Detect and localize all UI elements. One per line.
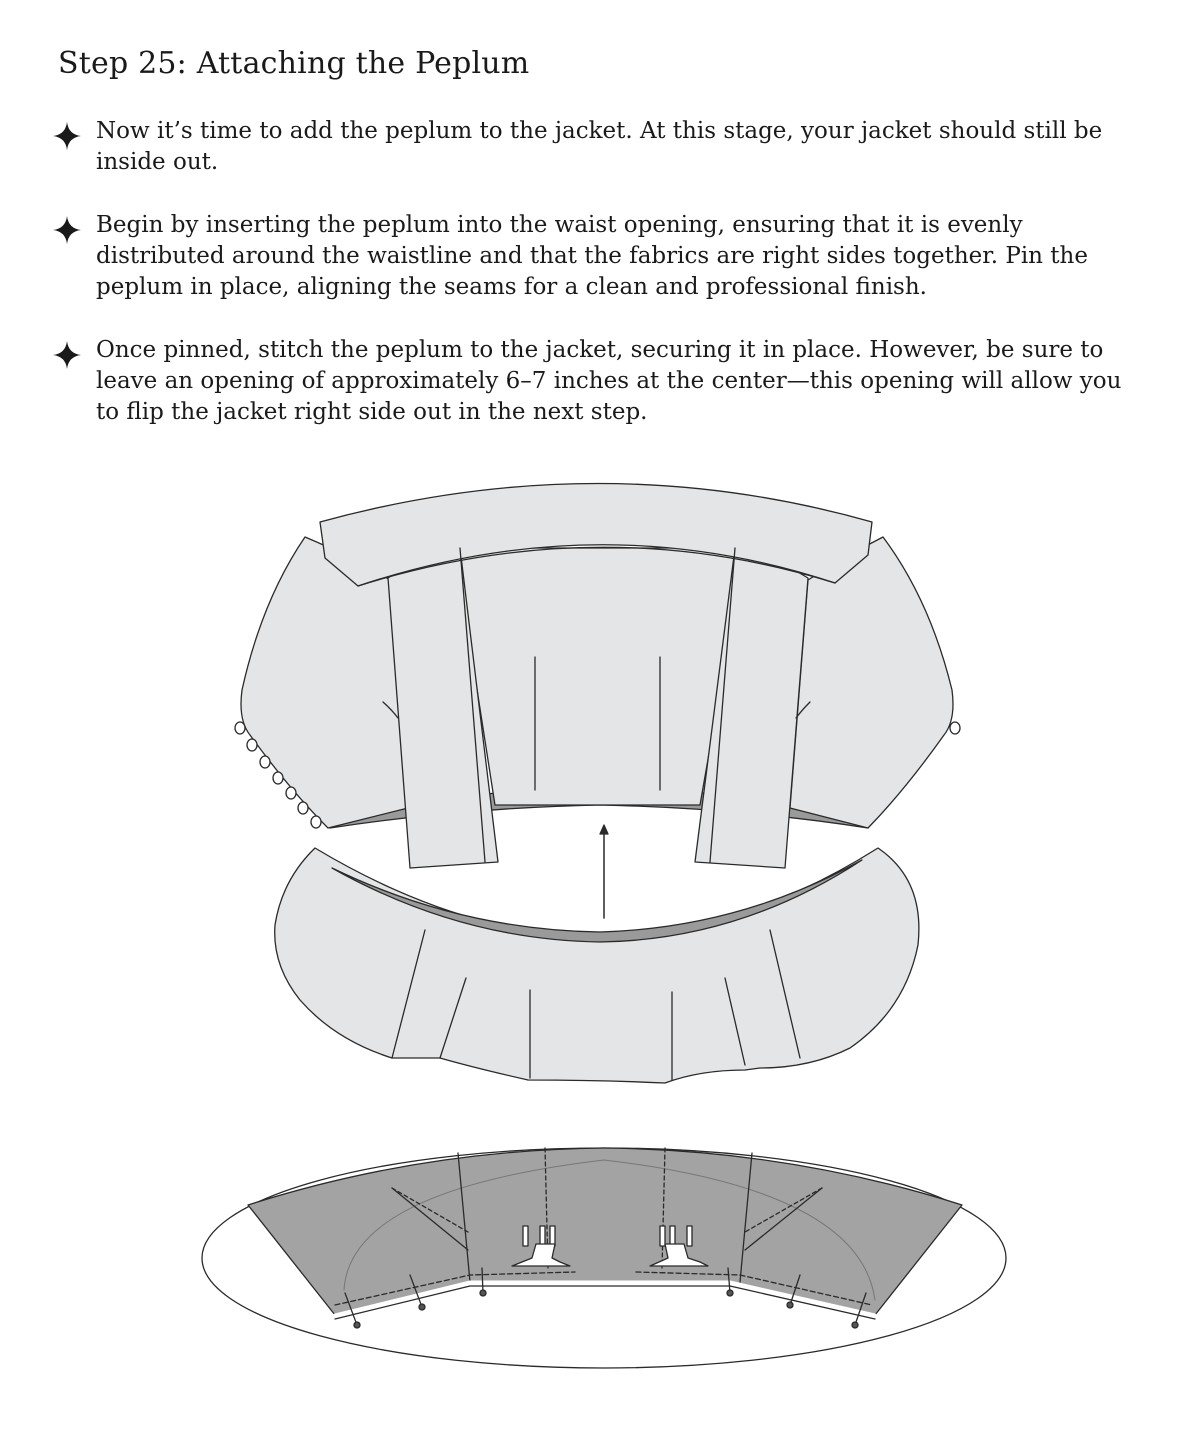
sewing-view (202, 1148, 1006, 1368)
jacket-right-sleeve (790, 537, 953, 828)
instruction-list (52, 116, 1132, 460)
instruction-text: Now it’s time to add the peplum to the jacket. At this stage, your jacket should still be inside out. (96, 118, 1103, 175)
four-point-star-icon (52, 215, 82, 245)
peplum-piece (275, 848, 919, 1083)
four-point-star-icon (52, 121, 82, 151)
jacket-left-sleeve (241, 537, 408, 828)
instruction-item (52, 335, 1132, 428)
jacket-back-panel (455, 548, 745, 805)
instruction-item (52, 210, 1132, 303)
instruction-text: Begin by inserting the peplum into the waist opening, ensuring that it is evenly distributed around the waistline and that the fabrics are right sides together. Pin the peplum in place, aligning the seams for a clean and professional finish. (96, 212, 1088, 300)
instruction-text: Once pinned, stitch the peplum to the jacket, securing it in place. However, be sure to leave an opening of approximately 6–7 inches at the center—this opening will allow you to flip the jacket right side out in the next step. (96, 337, 1122, 425)
peplum-illustration (0, 470, 1192, 1410)
jacket-inside-out (235, 484, 960, 869)
page-title: Step 25: Attaching the Peplum (58, 46, 530, 81)
four-point-star-icon (52, 340, 82, 370)
up-arrow-icon (600, 825, 608, 918)
instruction-item (52, 116, 1132, 178)
